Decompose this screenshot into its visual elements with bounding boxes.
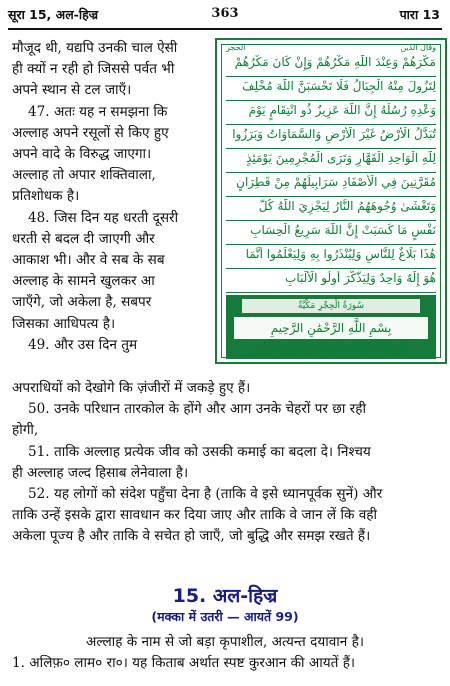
page-header: [0, 0, 450, 24]
text-line: अल्लाह अपने रसूलों से किए हुए: [12, 124, 169, 141]
verse-52: 52. यह लोगों को संदेश पहुँचा देना है (ताकि वे इसे ध्यानपूर्वक सुनें) और: [28, 486, 383, 503]
text-line: अकेला पूज्य है और ताकि वे सचेत हो जाएँ, जो बुद्धि और समझ रखते हैं।: [12, 528, 371, 545]
panel-corner-right: وقال الذين: [400, 43, 436, 52]
text-line: जिसका आधिपत्य है।: [12, 315, 116, 332]
surah-heading-title: سُورَةُ الْحِجْرِ مَكِّيَّةٌ: [242, 299, 420, 313]
verse-49: 49. और उस दिन तुम: [28, 336, 138, 353]
opening-verse-arabic: الٓرٰ تِلْكَ آيَاتُ الْكِتَابِ وَقُرْآنٍ مُبِينٍ: [252, 341, 410, 355]
arabic-line: مَكْرَهُمْ وَعِنْدَ اللَّهِ مَكْرُهُمْ وَإِنْ كَانَ مَكْرُهُمْ: [226, 55, 436, 77]
text-line: ताकि उन्हें इसके द्वारा सावधान कर दिया जाए और ताकि वे जान लें कि वही: [12, 507, 378, 524]
full-width-text: [12, 378, 438, 548]
arabic-line: مُقَرَّنِينَ فِي الْأَصْفَادِ سَرَابِيلُهُمْ مِنْ قَطِرَانٍ: [226, 175, 436, 197]
bismillah-translation: अल्लाह के नाम से जो बड़ा कृपाशील, अत्यन्त दयावान है।: [85, 634, 365, 650]
panel-corner-left: الحجر: [226, 43, 246, 52]
text-line: मौजूद थी, यद्यपि उनकी चाल ऐसी: [12, 40, 178, 56]
text-line: अल्लाह के सामने खुलकर आ: [12, 273, 155, 290]
arabic-line: هُوَ إِلَٰهٌ وَاحِدٌ وَلِيَذَّكَّرَ أُولُو الْأَلْبَابِ: [226, 271, 436, 293]
text-line: ही अल्लाह जल्द हिसाब लेनेवाला है।: [12, 464, 189, 481]
text-line: अपराधियों को देखोगे कि ज़ंजीरों में जकड़े हुए हैं।: [12, 380, 251, 396]
text-line: अल्लाह तो अपार शक्तिवाला,: [12, 167, 156, 184]
chapter-title: 15. अल-हिज्र: [172, 585, 278, 607]
header-rule: [8, 28, 442, 30]
arabic-panel-border: [221, 44, 441, 358]
arabic-line: لِتَزُولَ مِنْهُ الْجِبَالُ فَلَا تَحْسَبَنَّ اللَّهَ مُخْلِفَ: [226, 79, 436, 101]
text-line: धरती से बदल दी जाएगी और: [12, 230, 155, 247]
arabic-line: لِلَّهِ الْوَاحِدِ الْقَهَّارِ وَتَرَى الْمُجْرِمِينَ يَوْمَئِذٍ: [226, 151, 436, 173]
verse-50: 50. उनके परिधान तारकोल के होंगे और आग उनके चेहरों पर छा रही: [28, 401, 366, 418]
verse-1: 1. अलिफ़० लाम० रा०। यह किताब अर्थात स्पष्ट कुरआन की आयतें हैं।: [12, 655, 356, 672]
chapter-opening-text: [12, 632, 438, 674]
text-line: अपने स्थान से टल जाएँ।: [12, 82, 132, 99]
arabic-line: تُبَدَّلُ الْأَرْضُ غَيْرَ الْأَرْضِ وَالسَّمَاوَاتُ وَبَرَزُوا: [226, 127, 436, 149]
page-number: 363: [211, 6, 239, 21]
arabic-line: هَٰذَا بَلَاغٌ لِلنَّاسِ وَلِيُنْذَرُوا بِهِ وَلِيَعْلَمُوا أَنَّمَا: [226, 247, 436, 269]
para-label: पारा 13: [399, 7, 440, 22]
left-column-text: [12, 38, 212, 356]
text-line: ही क्यों न रही हो जिससे पर्वत भी: [12, 61, 175, 78]
chapter-subtitle: (मक्का में उतरी — आयतें 99): [151, 609, 299, 624]
text-line: होगी,: [12, 422, 39, 439]
arabic-line: وَتَغْشَىٰ وُجُوهَهُمُ النَّارُ لِيَجْزِيَ اللَّهُ كُلَّ: [226, 199, 436, 221]
arabic-line: نَفْسٍ مَا كَسَبَتْ إِنَّ اللَّهَ سَرِيعُ الْحِسَابِ: [226, 223, 436, 245]
arabic-line: وَعْدِهِ رُسُلَهُ إِنَّ اللَّهَ عَزِيزٌ ذُو انْتِقَامٍ يَوْمَ: [226, 103, 436, 125]
text-line: प्रतिशोधक है।: [12, 188, 80, 205]
surah-label: सूरा 15, अल-हिज्र: [8, 7, 99, 22]
text-line: आकाश भी। और वे सब के सब: [12, 252, 165, 269]
verse-47: 47. अतः यह न समझना कि: [28, 103, 168, 120]
bismillah-arabic: بِسْمِ اللَّهِ الرَّحْمَٰنِ الرَّحِيمِ: [234, 317, 428, 339]
text-line: अपने वादे के विरुद्ध जाएगा।: [12, 146, 152, 163]
arabic-text-panel: [215, 38, 447, 364]
verse-48: 48. जिस दिन यह धरती दूसरी: [28, 209, 179, 226]
verse-51: 51. ताकि अल्लाह प्रत्येक जीव को उसकी कमाई का बदला दे। निश्चय: [28, 443, 371, 460]
text-line: जाएँगे, जो अकेला है, सबपर: [12, 294, 152, 311]
